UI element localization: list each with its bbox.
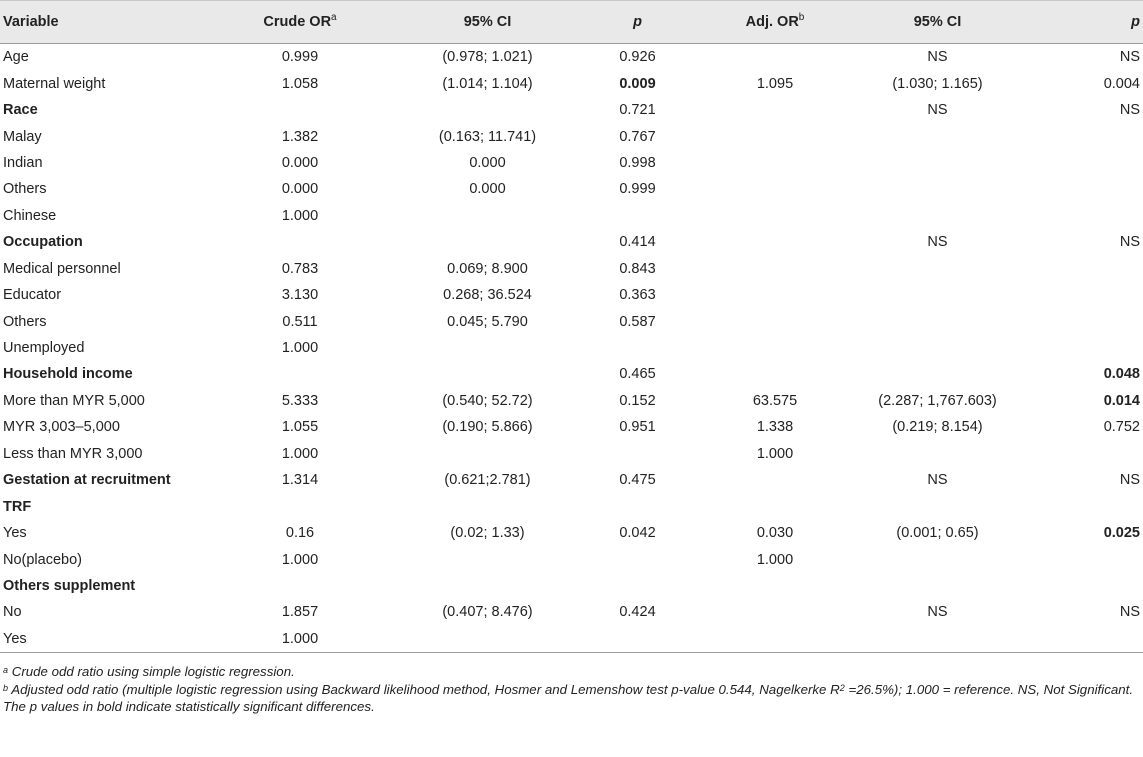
footnote-bold-note: The p values in bold indicate statistically significant differences. [3, 699, 375, 715]
cell-variable: Household income [3, 366, 133, 383]
table-row [0, 203, 1143, 229]
cell-p-crude: 0.926 [619, 49, 656, 66]
cell-p-crude: 0.999 [619, 181, 656, 198]
cell-crude-or: 0.16 [285, 525, 315, 542]
cell-p-crude: 0.152 [619, 392, 656, 409]
cell-p-crude [580, 573, 695, 599]
cell-variable: Indian [3, 154, 43, 171]
cell-crude-or: 5.333 [281, 392, 319, 409]
footnote-a-mark: a [3, 665, 9, 676]
cell-ci-crude: (0.621;2.781) [444, 472, 531, 489]
table-row [0, 176, 1143, 202]
cell-adj-or [695, 229, 855, 255]
cell-p-crude: 0.414 [619, 234, 656, 251]
cell-p-adjusted: 0.025 [1103, 525, 1140, 542]
footnote-b-mark: b [3, 682, 9, 693]
cell-p-crude [580, 203, 695, 229]
table-row [0, 97, 1143, 123]
cell-ci-crude [395, 626, 580, 653]
cell-adj-or [695, 599, 855, 625]
table-row [0, 335, 1143, 361]
cell-p-adjusted [1020, 203, 1143, 229]
cell-crude-or: 1.857 [281, 604, 319, 621]
cell-p-crude: 0.475 [619, 472, 656, 489]
cell-variable: Educator [3, 287, 62, 304]
cell-ci-crude: (1.014; 1.104) [442, 75, 533, 92]
footnote-a-text: Crude odd ratio using simple logistic regression. [11, 664, 295, 680]
cell-ci-crude [395, 361, 580, 387]
cell-ci-adjusted [855, 308, 1020, 334]
cell-adj-or [695, 573, 855, 599]
cell-ci-crude: (0.190; 5.866) [442, 419, 533, 436]
cell-ci-adjusted [855, 441, 1020, 467]
cell-variable: TRF [3, 498, 32, 515]
cell-ci-adjusted [855, 546, 1020, 572]
cell-p-adjusted [1020, 282, 1143, 308]
cell-crude-or: 1.058 [281, 75, 319, 92]
cell-p-adjusted: 0.014 [1103, 392, 1140, 409]
cell-adj-or [695, 282, 855, 308]
cell-ci-adjusted [855, 493, 1020, 519]
cell-p-adjusted [1020, 256, 1143, 282]
cell-ci-crude: 0.069; 8.900 [447, 260, 528, 277]
cell-adj-or: 0.030 [756, 525, 794, 542]
cell-crude-or: 1.000 [281, 207, 319, 224]
table-footnotes [0, 653, 1143, 716]
table-row [0, 44, 1143, 71]
cell-crude-or: 0.511 [282, 313, 318, 330]
footnote-a [3, 663, 1140, 681]
table-row [0, 361, 1143, 387]
cell-variable: More than MYR 5,000 [3, 392, 145, 409]
cell-p-adjusted: NS [1119, 234, 1140, 251]
cell-variable: Others [3, 181, 47, 198]
cell-ci-crude: (0.978; 1.021) [442, 49, 533, 66]
cell-adj-or [695, 256, 855, 282]
cell-ci-adjusted: NS [927, 472, 948, 489]
cell-p-adjusted [1020, 441, 1143, 467]
footnote-b-text-2: =26.5%); 1.000 = reference. NS, Not Significant. [844, 681, 1134, 697]
cell-p-adjusted [1020, 546, 1143, 572]
cell-variable: Chinese [3, 207, 57, 224]
table-row [0, 441, 1143, 467]
cell-variable: Yes [3, 525, 27, 542]
cell-ci-crude: 0.000 [469, 181, 506, 198]
cell-ci-crude [395, 441, 580, 467]
cell-ci-crude: (0.540; 52.72) [442, 392, 533, 409]
cell-ci-crude [395, 493, 580, 519]
footnote-b-superscript: 2 [839, 682, 845, 693]
cell-adj-or: 1.000 [756, 445, 794, 462]
cell-p-crude: 0.998 [619, 154, 656, 171]
cell-ci-crude: 0.045; 5.790 [447, 313, 528, 330]
cell-ci-adjusted [855, 203, 1020, 229]
cell-crude-or: 1.000 [281, 340, 319, 357]
cell-ci-adjusted [855, 282, 1020, 308]
header-p-adjusted-label: p [1131, 14, 1140, 30]
header-p-adjusted [1020, 1, 1143, 44]
cell-p-adjusted [1020, 493, 1143, 519]
cell-adj-or [695, 335, 855, 361]
cell-ci-adjusted [855, 256, 1020, 282]
cell-ci-adjusted [855, 150, 1020, 176]
table-header-row [0, 1, 1143, 44]
cell-adj-or [695, 626, 855, 653]
footnote-b-text-1: Adjusted odd ratio (multiple logistic regression using Backward likelihood method, Hosmer and Lemenshow test p-value 0.544, Nagelkerke R [11, 681, 840, 697]
cell-ci-crude [395, 97, 580, 123]
cell-p-crude: 0.042 [619, 525, 656, 542]
cell-adj-or [695, 150, 855, 176]
cell-variable: Maternal weight [3, 75, 106, 92]
cell-adj-or [695, 97, 855, 123]
cell-ci-adjusted [855, 335, 1020, 361]
cell-ci-crude [395, 229, 580, 255]
cell-p-adjusted: NS [1119, 102, 1140, 119]
cell-adj-or: 1.095 [756, 75, 794, 92]
cell-ci-adjusted: NS [927, 102, 948, 119]
table-row [0, 388, 1143, 414]
cell-ci-adjusted: (2.287; 1,767.603) [878, 392, 997, 409]
cell-p-adjusted: NS [1119, 472, 1140, 489]
cell-ci-crude: (0.02; 1.33) [450, 525, 525, 542]
header-variable: Variable [0, 1, 205, 44]
table-row [0, 150, 1143, 176]
cell-ci-crude [395, 203, 580, 229]
footnote-b [3, 681, 1140, 699]
cell-crude-or: 0.000 [281, 154, 319, 171]
cell-variable: Occupation [3, 234, 83, 251]
cell-p-crude [580, 626, 695, 653]
cell-ci-crude [395, 573, 580, 599]
cell-ci-adjusted: (0.219; 8.154) [892, 419, 983, 436]
cell-variable: MYR 3,003–5,000 [3, 419, 120, 436]
cell-crude-or: 1.000 [281, 445, 319, 462]
cell-ci-adjusted [855, 573, 1020, 599]
cell-p-adjusted: NS [1119, 49, 1140, 66]
cell-p-adjusted [1020, 626, 1143, 653]
header-crude-or [205, 1, 395, 44]
cell-crude-or: 1.055 [281, 419, 319, 436]
cell-ci-crude [395, 335, 580, 361]
table-row [0, 520, 1143, 546]
cell-p-crude: 0.721 [619, 102, 656, 119]
header-p-crude [580, 1, 695, 44]
cell-p-adjusted [1020, 308, 1143, 334]
cell-adj-or [695, 467, 855, 493]
cell-crude-or [205, 493, 395, 519]
table-body [0, 44, 1143, 653]
cell-ci-adjusted [855, 626, 1020, 653]
cell-ci-adjusted: (1.030; 1.165) [892, 75, 983, 92]
table-row [0, 229, 1143, 255]
cell-ci-crude: 0.268; 36.524 [443, 287, 532, 304]
cell-ci-adjusted: NS [927, 49, 948, 66]
cell-crude-or: 3.130 [281, 287, 319, 304]
cell-p-crude: 0.587 [619, 313, 656, 330]
cell-adj-or [695, 176, 855, 202]
table-row [0, 467, 1143, 493]
table-row [0, 414, 1143, 440]
cell-p-crude [580, 546, 695, 572]
cell-variable: Others supplement [3, 577, 136, 594]
cell-p-adjusted [1020, 176, 1143, 202]
cell-ci-adjusted: NS [927, 604, 948, 621]
cell-adj-or [695, 203, 855, 229]
table-row [0, 282, 1143, 308]
cell-ci-adjusted: (0.001; 0.65) [896, 525, 979, 542]
cell-crude-or [205, 573, 395, 599]
cell-variable: Race [3, 102, 38, 119]
cell-p-adjusted: 0.048 [1103, 366, 1140, 383]
cell-crude-or: 1.314 [281, 472, 319, 489]
table-row [0, 493, 1143, 519]
cell-crude-or: 1.382 [281, 128, 319, 145]
table-row [0, 599, 1143, 625]
cell-p-adjusted [1020, 123, 1143, 149]
cell-p-crude: 0.363 [619, 287, 656, 304]
cell-p-crude: 0.843 [619, 260, 656, 277]
cell-adj-or: 1.000 [756, 551, 794, 568]
header-adj-or [695, 1, 855, 44]
cell-variable: Others [3, 313, 47, 330]
header-ci-adjusted: 95% CI [855, 1, 1020, 44]
cell-p-adjusted [1020, 335, 1143, 361]
cell-adj-or [695, 361, 855, 387]
cell-crude-or [205, 97, 395, 123]
cell-variable: Age [3, 49, 29, 66]
cell-p-crude [580, 335, 695, 361]
cell-ci-adjusted [855, 123, 1020, 149]
cell-variable: Gestation at recruitment [3, 472, 171, 489]
cell-p-adjusted [1020, 150, 1143, 176]
cell-variable: Less than MYR 3,000 [3, 445, 143, 462]
cell-variable: Yes [0, 626, 205, 653]
cell-variable: Malay [3, 128, 42, 145]
table-row [0, 626, 1143, 653]
cell-p-crude [580, 493, 695, 519]
table-row [0, 308, 1143, 334]
cell-adj-or [695, 44, 855, 71]
header-crude-or-footnote-mark: a [331, 12, 337, 23]
cell-p-crude: 0.465 [619, 366, 656, 383]
cell-ci-adjusted: NS [927, 234, 948, 251]
header-crude-or-label: Crude OR [263, 14, 332, 30]
cell-crude-or: 1.000 [281, 551, 319, 568]
cell-ci-crude: (0.407; 8.476) [442, 604, 533, 621]
cell-variable: No(placebo) [3, 551, 82, 568]
cell-crude-or: 1.000 [205, 626, 395, 653]
cell-p-adjusted: 0.752 [1103, 419, 1140, 436]
cell-crude-or: 0.999 [281, 49, 319, 66]
cell-adj-or [695, 123, 855, 149]
cell-p-crude [580, 441, 695, 467]
cell-ci-crude [395, 546, 580, 572]
header-ci-crude: 95% CI [395, 1, 580, 44]
cell-crude-or [205, 361, 395, 387]
cell-variable: No [3, 604, 22, 621]
cell-p-crude: 0.009 [619, 75, 656, 92]
cell-p-adjusted: NS [1119, 604, 1140, 621]
header-adj-or-footnote-mark: b [798, 12, 805, 23]
cell-p-adjusted: 0.004 [1103, 75, 1140, 92]
table-row [0, 546, 1143, 572]
cell-adj-or: 63.575 [752, 392, 798, 409]
cell-ci-crude: 0.000 [469, 154, 506, 171]
cell-p-adjusted [1020, 573, 1143, 599]
header-adj-or-label: Adj. OR [745, 14, 799, 30]
table-row [0, 123, 1143, 149]
cell-p-crude: 0.951 [619, 419, 656, 436]
cell-adj-or: 1.338 [756, 419, 794, 436]
cell-p-crude: 0.424 [619, 604, 656, 621]
table-row [0, 573, 1143, 599]
cell-crude-or: 0.000 [281, 181, 319, 198]
cell-adj-or [695, 493, 855, 519]
cell-crude-or [205, 229, 395, 255]
cell-ci-crude: (0.163; 11.741) [438, 128, 537, 145]
table-row [0, 256, 1143, 282]
header-p-crude-label: p [633, 14, 642, 30]
cell-variable: Unemployed [3, 340, 85, 357]
cell-ci-adjusted [855, 361, 1020, 387]
cell-p-crude: 0.767 [619, 128, 656, 145]
cell-adj-or [695, 308, 855, 334]
cell-ci-adjusted [855, 176, 1020, 202]
table-row [0, 70, 1143, 96]
cell-variable: Medical personnel [3, 260, 121, 277]
cell-crude-or: 0.783 [281, 260, 319, 277]
